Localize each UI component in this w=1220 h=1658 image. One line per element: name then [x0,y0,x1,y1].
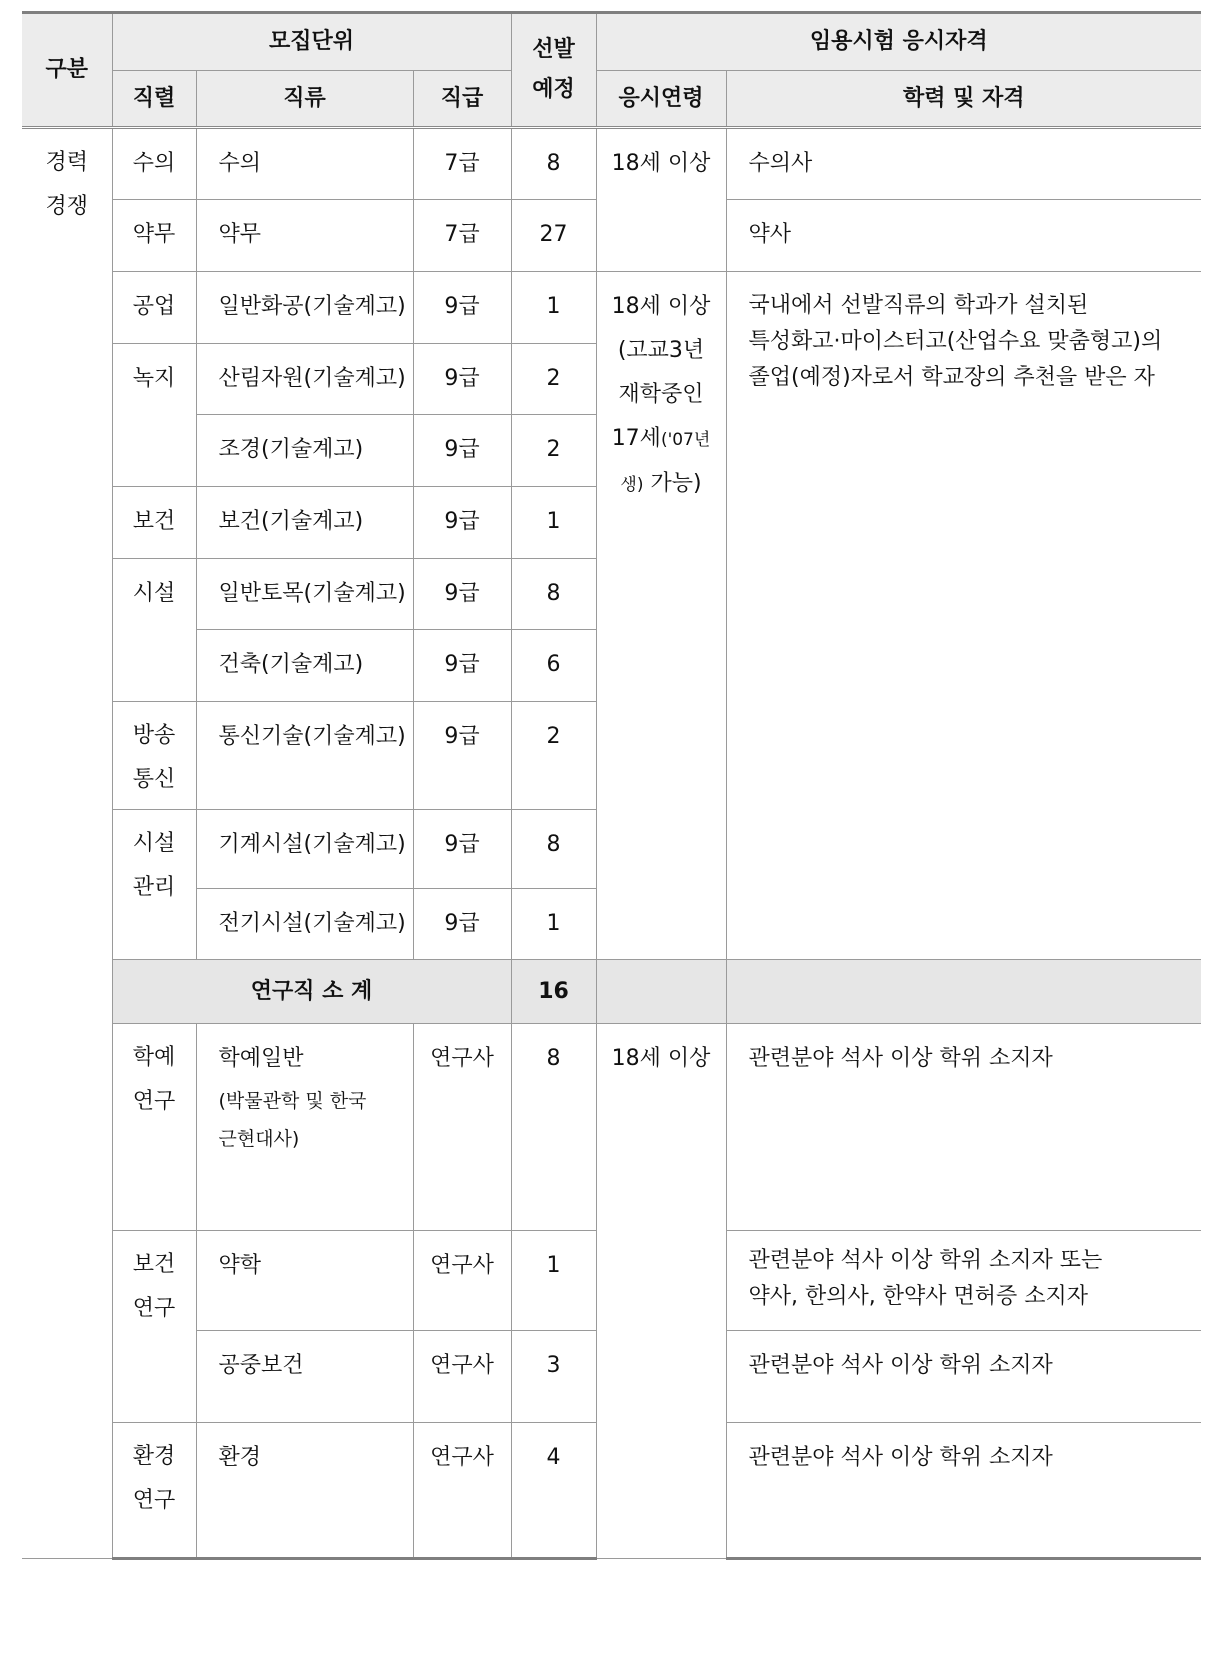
series-cell: 수의 [112,128,196,200]
field-cell: 수의 [196,128,413,200]
grade-cell: 7급 [413,200,511,272]
grade-cell: 연구사 [413,1231,511,1331]
subtotal-age-empty [596,960,726,1024]
qual-cell: 관련분야 석사 이상 학위 소지자 [726,1331,1201,1423]
subtotal-count: 16 [511,960,596,1024]
series-cell [112,702,196,810]
field-cell: 기계시설(기술계고) [196,810,413,889]
grade-cell: 9급 [413,272,511,344]
field-cell: 보건(기술계고) [196,487,413,559]
count-cell: 27 [511,200,596,272]
grade-cell: 9급 [413,630,511,702]
field-cell: 산림자원(기술계고) [196,344,413,415]
age-line3: 재학중인 [618,382,704,407]
grade-cell: 9급 [413,415,511,487]
qual-tech-line2: 특성화고·마이스터고(산업수요 맞춤형고)의 [748,329,1163,354]
grade-cell: 9급 [413,702,511,810]
subtotal-label: 연구직 소 계 [112,960,511,1024]
age-cell-tech [596,272,726,960]
count-cell: 8 [511,810,596,889]
series-line2: 연구 [132,1488,176,1513]
qual-cell: 약사 [726,200,1201,272]
field-cell: 조경(기술계고) [196,415,413,487]
grade-cell: 연구사 [413,1423,511,1559]
count-cell: 1 [511,272,596,344]
field-cell: 통신기술(기술계고) [196,702,413,810]
series-line2: 관리 [132,875,176,900]
qual-cell: 수의사 [726,128,1201,200]
field-cell: 전기시설(기술계고) [196,889,413,960]
field-cell: 공중보건 [196,1331,413,1423]
age-line5b: 가능) [643,471,702,496]
field-cell [196,1024,413,1231]
field-cell: 일반토목(기술계고) [196,559,413,630]
field-sub2: 근현대사) [218,1128,300,1150]
qual-tech-line1: 국내에서 선발직류의 학과가 설치된 [748,293,1089,318]
grade-cell: 연구사 [413,1024,511,1231]
header-seonbal-line2: 예정 [532,77,575,102]
series-line1: 학예 [132,1045,176,1070]
gubun-line2: 경쟁 [45,194,88,219]
series-line2: 연구 [132,1089,176,1114]
age-line2: (고교3년 [617,338,705,363]
series-cell: 보건 [112,487,196,559]
age-line1: 18세 이상 [611,294,711,319]
age-line4a: 17세 [611,426,661,451]
field-cell: 건축(기술계고) [196,630,413,702]
qual-tech-line3: 졸업(예정)자로서 학교장의 추천을 받은 자 [748,365,1155,390]
series-cell: 녹지 [112,344,196,487]
qual-cell: 관련분야 석사 이상 학위 소지자 [726,1423,1201,1559]
count-cell: 1 [511,1231,596,1331]
series-line2: 통신 [132,767,176,792]
age-line5a: 생) [620,475,644,495]
series-line1: 환경 [132,1444,176,1469]
series-cell [112,1423,196,1559]
header-imyong: 임용시험 응시자격 [596,13,1201,71]
age-line4b: ('07년 [660,430,711,450]
count-cell: 1 [511,889,596,960]
series-cell: 약무 [112,200,196,272]
count-cell: 8 [511,128,596,200]
field-cell: 일반화공(기술계고) [196,272,413,344]
recruitment-table [22,11,1201,1560]
field-main: 학예일반 [218,1046,304,1071]
subtotal-qual-empty [726,960,1201,1024]
field-cell: 약학 [196,1231,413,1331]
count-cell: 2 [511,415,596,487]
count-cell: 8 [511,1024,596,1231]
grade-cell: 9급 [413,810,511,889]
header-jikryeol: 직렬 [112,71,196,128]
series-cell: 시설 [112,559,196,702]
field-cell: 환경 [196,1423,413,1559]
count-cell: 2 [511,702,596,810]
age-cell-research: 18세 이상 [596,1024,726,1559]
grade-cell: 9급 [413,559,511,630]
series-line1: 시설 [132,831,176,856]
count-cell: 2 [511,344,596,415]
grade-cell: 9급 [413,344,511,415]
header-gubun: 구분 [22,13,112,128]
series-line1: 방송 [132,723,176,748]
field-cell: 약무 [196,200,413,272]
series-cell [112,1024,196,1231]
grade-cell: 9급 [413,889,511,960]
series-cell [112,1231,196,1423]
count-cell: 8 [511,559,596,630]
header-seonbal-line1: 선발 [532,37,575,62]
header-jikgeup: 직급 [413,71,511,128]
grade-cell: 9급 [413,487,511,559]
qual-cell-tech [726,272,1201,960]
count-cell: 6 [511,630,596,702]
header-qual: 학력 및 자격 [726,71,1201,128]
count-cell: 4 [511,1423,596,1559]
gubun-cell [22,128,112,1559]
header-seonbal [511,13,596,128]
series-cell [112,810,196,960]
age-cell: 18세 이상 [596,128,726,272]
qual-line1: 관련분야 석사 이상 학위 소지자 또는 [748,1248,1103,1273]
count-cell: 3 [511,1331,596,1423]
header-jikryu: 직류 [196,71,413,128]
series-cell: 공업 [112,272,196,344]
qual-cell [726,1231,1201,1331]
grade-cell: 연구사 [413,1331,511,1423]
series-line2: 연구 [132,1296,176,1321]
grade-cell: 7급 [413,128,511,200]
header-mojip: 모집단위 [112,13,511,71]
series-line1: 보건 [132,1252,176,1277]
qual-line2: 약사, 한의사, 한약사 면허증 소지자 [748,1284,1088,1309]
qual-cell: 관련분야 석사 이상 학위 소지자 [726,1024,1201,1231]
gubun-line1: 경력 [45,150,88,175]
field-sub1: (박물관학 및 한국 [218,1090,367,1112]
header-age: 응시연령 [596,71,726,128]
count-cell: 1 [511,487,596,559]
